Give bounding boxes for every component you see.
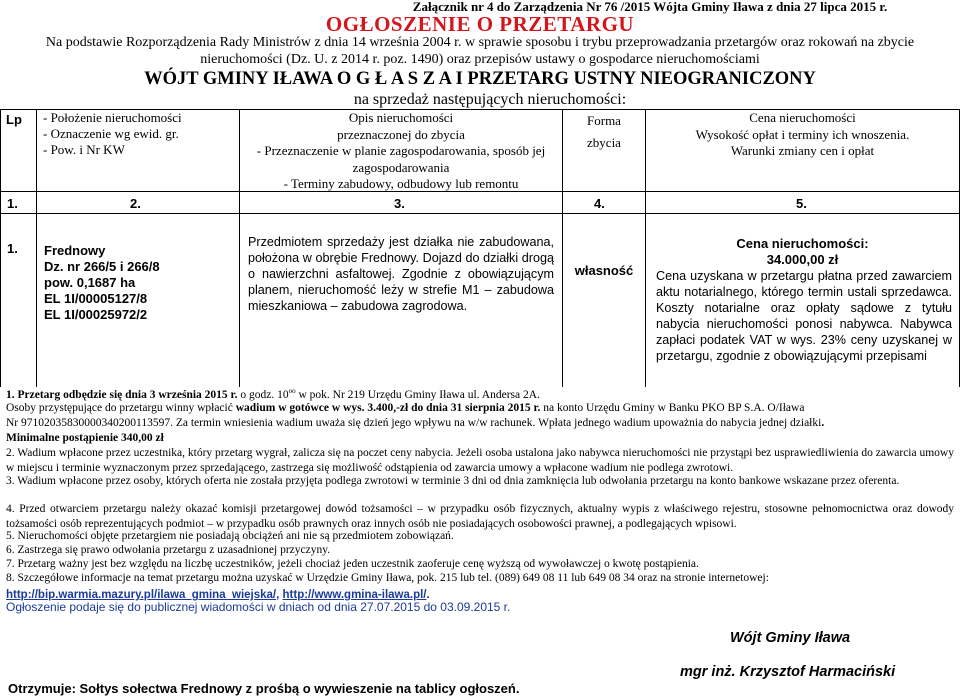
row-location: Frednowy (44, 243, 106, 258)
row-kw: EL 1I/00025972/2 (44, 307, 148, 322)
col-lp-header: Lp (6, 112, 22, 127)
col-form-header (563, 110, 645, 154)
col-price-header (646, 110, 959, 160)
term-1-period: . (821, 417, 825, 429)
row-parcel: Dz. nr 266/5 i 266/8 (44, 259, 160, 274)
term-1-account: na konto Urzędu Gminy w Banku PKO BP S.A. O/Iława (540, 402, 805, 414)
gmina-website-link[interactable]: http://www.gmina-ilawa.pl/ (282, 589, 427, 601)
term-1-deposit-intro: Osoby przystępujące do przetargu winny wpłacić (6, 402, 236, 414)
col-number: 1. (7, 196, 18, 211)
legal-basis-line-2: nieruchomości (Dz. U. z 2014 r. poz. 1490) oraz przepisów ustawy o gospodarce nieruchomościami (200, 52, 760, 67)
term-6: 6. Zastrzega się prawo odwołania przetargu z uzasadnionej przyczyny. (6, 544, 331, 556)
main-title: WÓJT GMINY IŁAWA O G Ł A S Z A I PRZETARG USTNY NIEOGRANICZONY (144, 69, 816, 89)
subtitle: na sprzedaż następujących nieruchomości: (353, 91, 627, 108)
signature-title: Wójt Gminy Iława (730, 630, 851, 646)
col-description-header (240, 110, 562, 193)
col-location-header-line: - Oznaczenie wg ewid. gr. (43, 126, 179, 141)
term-1-min-increment: Minimalne postąpienie 340,00 zł (6, 432, 164, 444)
term-1-time: o godz. 10 (237, 388, 289, 401)
col-location-header (43, 110, 182, 158)
col-price-header-line: Warunki zmiany cen i opłat (730, 143, 875, 158)
col-description-header-line: - Terminy zabudowy, odbudowy lub remontu (283, 176, 519, 191)
col-number: 2. (130, 196, 141, 211)
table-left-border (0, 109, 1, 387)
row-price-terms: Cena uzyskana w przetargu płatna przed zawarciem aktu notarialnego, którego termin ustali sprzedawca. Koszty notarialne oraz opłaty sądowe z tytułu nabycia nieruchomości ponosi nabywca. Nabywca zapłaci podatek VAT w wys. 23% ceny uzyskanej w przetargu, zgodnie z obowiązującymi przepisami (656, 269, 952, 363)
table-col-divider (36, 109, 37, 387)
term-1-deposit-amount: wadium w gotówce w wys. 3.400,-zł do dnia 31 sierpnia 2015 r. (235, 402, 541, 414)
table-row-divider (0, 213, 960, 214)
link-end: . (426, 589, 430, 601)
col-description-header-line: przeznaczonej do zbycia (337, 126, 465, 142)
term-1-line-2 (6, 402, 804, 414)
col-location-header-line: - Położenie nieruchomości (43, 110, 182, 125)
row-price-value: 34.000,00 zł (766, 252, 839, 267)
term-4: 4. Przed otwarciem przetargu należy okazać komisji przetargowej dowód tożsamości – w przypadku osób fizycznych, aktualny wypis z właściwego rejestru, stosowne pełnomocnictwa oraz dowody tożsamości osób reprezentujących podmiot – w przypadku osób prawnych oraz innych osób nie posiadających osobowości prawnej, a podlegających wpisowi. (6, 503, 954, 530)
term-1-line-1 (6, 387, 540, 401)
col-location-header-line: - Pow. i Nr KW (43, 142, 125, 157)
signature-name: mgr inż. Krzysztof Harmaciński (680, 664, 896, 680)
col-number: 4. (594, 196, 605, 211)
attachment-note: Załącznik nr 4 do Zarządzenia Nr 76 /2015 Wójta Gminy Iława z dnia 27 lipca 2015 r. (412, 0, 888, 14)
term-2: 2. Wadium wpłacone przez uczestnika, który przetarg wygrał, zalicza się na poczet ceny nabycia. Jeżeli osoba ustalona jako nabywca nieruchomości nie przystąpi bez usprawiedliwienia do zawarcia umowy w miejscu i terminie wyznaczonym przez sprzedającego, zastrzega się możliwość odstąpienia od zawarcia umowy a wpłacone wadium nie podlega zwrotowi. (6, 447, 954, 474)
col-description-header-line: Opis nieruchomości (348, 110, 454, 125)
col-number: 3. (394, 196, 405, 211)
col-price-header-line: Cena nieruchomości (749, 110, 856, 125)
col-description-header-line: zagospodarowania (352, 159, 450, 175)
col-form-header-line: zbycia (587, 135, 621, 150)
term-3: 3. Wadium wpłacone przez osoby, których oferta nie została przyjęta podlega zwrotowi w terminie 3 dni od dnia zamknięcia lub odwołania przetargu na konto bankowe wskazane przez oferenta. (6, 475, 900, 487)
row-price-label: Cena nieruchomości: (736, 236, 869, 251)
bip-link[interactable]: http://bip.warmia.mazury.pl/ilawa_gmina_wiejska/ (6, 589, 277, 601)
term-7: 7. Przetarg ważny jest bez względu na liczbę uczestników, jeżeli chociaż jeden uczestnik zaoferuje cenę wyższą od wywoławczej o kwotę postąpienia. (6, 558, 699, 570)
legal-basis-line-1: Na podstawie Rozporządzenia Rady Ministrów z dnia 14 września 2004 r. w sprawie sposobu i trybu przeprowadzania przetargów oraz rokowań na zbycie (45, 35, 915, 50)
notice-title: OGŁOSZENIE O PRZETARGU (325, 12, 635, 36)
row-kw: EL 1I/00005127/8 (44, 291, 148, 306)
col-form-header-line: Forma (587, 113, 621, 128)
term-1-line-3 (6, 417, 824, 429)
row-lp: 1. (7, 241, 18, 256)
row-description: Przedmiotem sprzedaży jest działka nie zabudowana, położona w obrębie Frednowy. Dojazd do działki drogą o nawierzchni asfaltowej. Zgodnie z obowiązującym planem, nieruchomość leży w strefie M1 – zabudowa mieszkaniowa – zabudowa zagrodowa. (248, 235, 554, 313)
term-8: 8. Szczegółowe informacje na temat przetargu można uzyskać w Urzędzie Gminy Iława, pok. 215 lub tel. (089) 649 08 11 lub 649 08 34 oraz na stronie internetowej: (6, 572, 769, 584)
term-1-account-number: Nr 97102035830000340200113597. Za termin wniesienia wadium uważa się dzień jego wpływu na w/w rachunek. Wpłata jednego wadium upoważnia do nabycia jednej działki (6, 417, 822, 429)
posting-period: Ogłoszenie podaje się do publicznej wiadomości w dniach od dnia 27.07.2015 do 03.09.2015 r. (6, 600, 511, 614)
term-1-date: 1. Przetarg odbędzie się dnia 3 września 2015 r. (6, 388, 238, 401)
term-1-time-sup: oo (288, 387, 296, 395)
recipients-note: Otrzymuje: Sołtys sołectwa Frednowy z prośbą o wywieszenie na tablicy ogłoszeń. (8, 681, 520, 696)
col-number: 5. (796, 196, 807, 211)
link-separator: , (276, 589, 283, 601)
row-property-identification (44, 243, 160, 323)
term-5: 5. Nieruchomości objęte przetargiem nie posiadają obciążeń ani nie są przedmiotem zobowiązań. (6, 530, 454, 542)
term-1-place: w pok. Nr 219 Urzędu Gminy Iława ul. Andersa 2A. (295, 388, 540, 401)
row-area: pow. 0,1687 ha (44, 275, 136, 290)
col-price-header-line: Wysokość opłat i terminy ich wnoszenia. (695, 126, 910, 142)
col-description-header-line: - Przeznaczenie w planie zagospodarowania, sposób jej (256, 143, 546, 158)
row-form: własność (574, 263, 634, 278)
